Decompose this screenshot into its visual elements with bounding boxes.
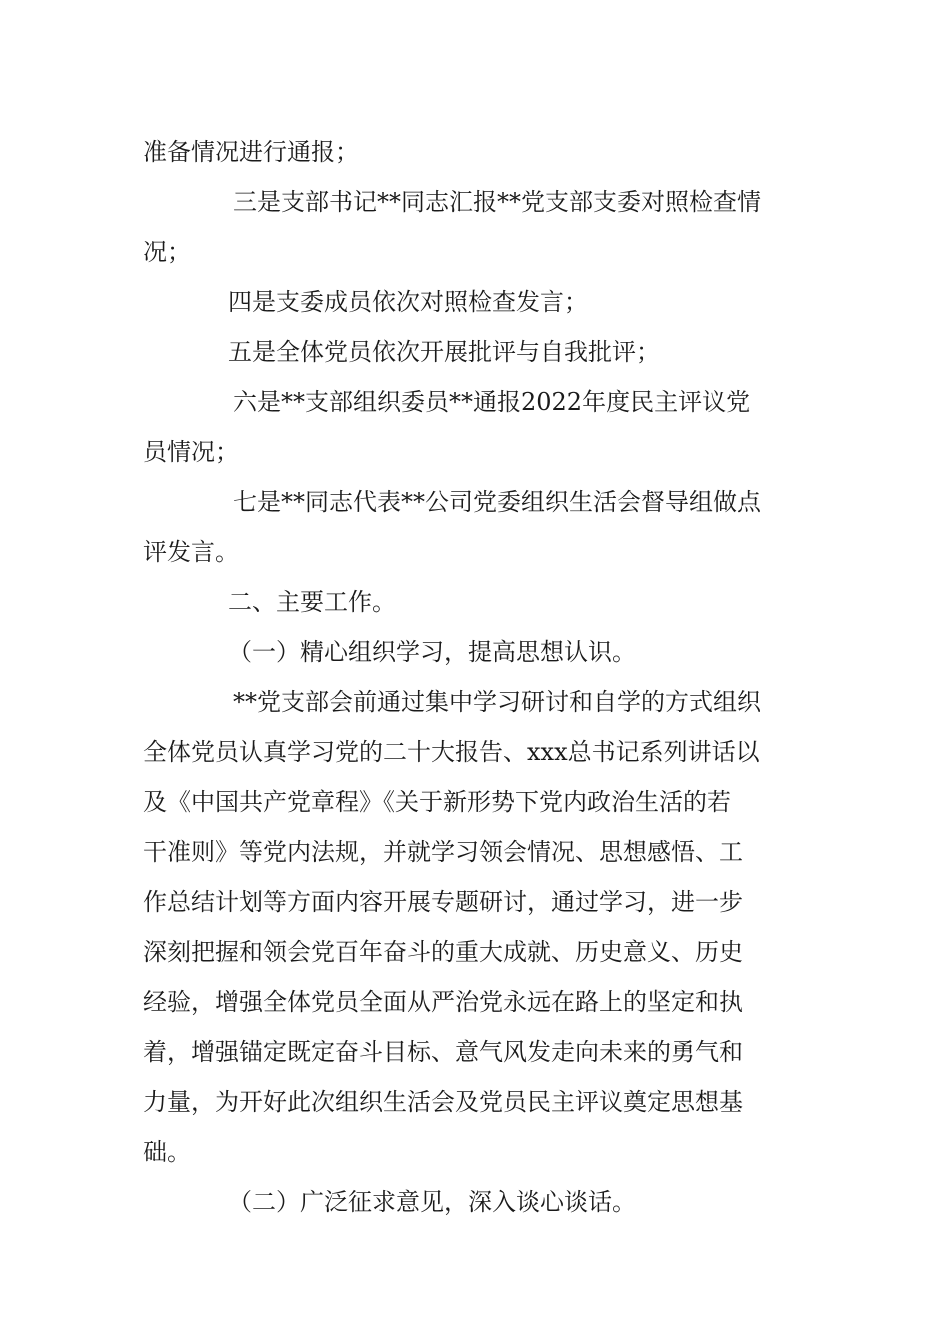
paragraph-5-line-1: 六是**支部组织委员**通报2022年度民主评议党: [233, 388, 751, 416]
paragraph-4-line-1: 五是全体党员依次开展批评与自我批评；: [228, 338, 660, 366]
paragraph-1-line-1: 准备情况进行通报；: [143, 138, 359, 166]
body-paragraph-line-9: 力量，为开好此次组织生活会及党员民主评议奠定思想基: [143, 1088, 743, 1116]
body-paragraph-line-3: 及《中国共产党章程》《关于新形势下党内政治生活的若: [143, 788, 731, 816]
paragraph-3-line-1: 四是支委成员依次对照检查发言；: [228, 288, 588, 316]
subsection-heading-1: （一）精心组织学习，提高思想认识。: [228, 638, 636, 666]
paragraph-2-line-1: 三是支部书记**同志汇报**党支部支委对照检查情: [233, 188, 761, 216]
body-paragraph-line-10: 础。: [143, 1138, 191, 1166]
body-paragraph-line-4: 干准则》等党内法规，并就学习领会情况、思想感悟、工: [143, 838, 743, 866]
subsection-heading-2: （二）广泛征求意见，深入谈心谈话。: [228, 1188, 636, 1216]
paragraph-6-line-1: 七是**同志代表**公司党委组织生活会督导组做点: [233, 488, 761, 516]
body-paragraph-line-8: 着，增强锚定既定奋斗目标、意气风发走向未来的勇气和: [143, 1038, 743, 1066]
body-paragraph-line-7: 经验，增强全体党员全面从严治党永远在路上的坚定和执: [143, 988, 743, 1016]
paragraph-6-line-2: 评发言。: [143, 538, 239, 566]
paragraph-5-line-2: 员情况；: [143, 438, 239, 466]
paragraph-2-line-2: 况；: [143, 238, 191, 266]
section-heading: 二、主要工作。: [228, 588, 396, 616]
body-paragraph-line-6: 深刻把握和领会党百年奋斗的重大成就、历史意义、历史: [143, 938, 743, 966]
body-paragraph-line-5: 作总结计划等方面内容开展专题研讨，通过学习，进一步: [143, 888, 743, 916]
body-paragraph-line-2: 全体党员认真学习党的二十大报告、xxx总书记系列讲话以: [143, 738, 760, 766]
body-paragraph-line-1: **党支部会前通过集中学习研讨和自学的方式组织: [233, 688, 761, 716]
